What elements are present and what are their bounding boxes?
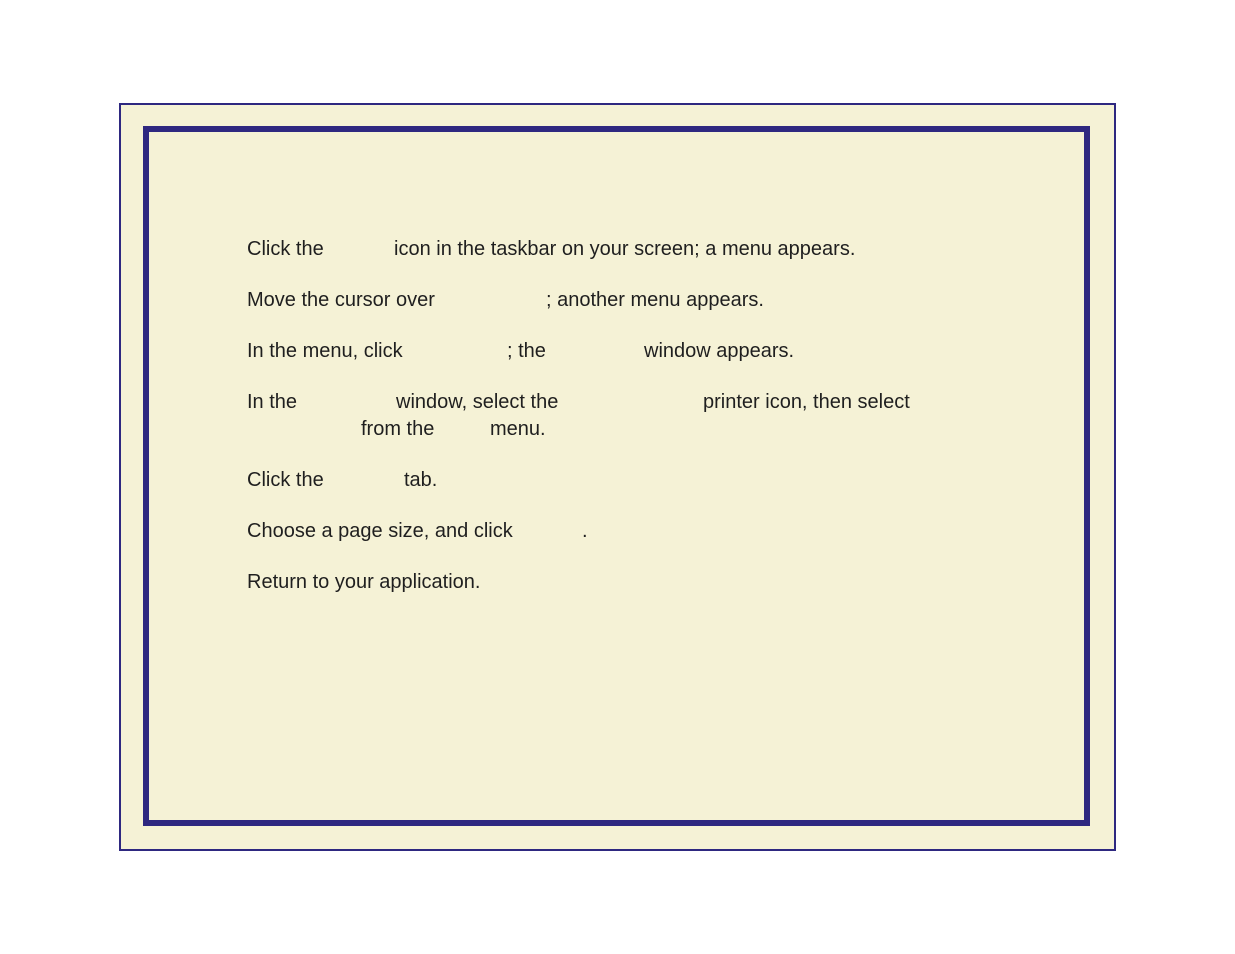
instruction-steps [247, 236, 1007, 620]
step-3-text-end: window appears. [644, 340, 795, 362]
step-1-text-start: Click the [247, 238, 324, 260]
step-4-text-end: printer icon, then select [703, 391, 910, 413]
step-5-text-end: tab. [404, 469, 438, 491]
step-1 [247, 236, 1007, 263]
step-4-text-line2-end: menu. [490, 418, 546, 440]
step-5 [247, 467, 1007, 494]
step-3 [247, 338, 1007, 365]
step-2 [247, 287, 1007, 314]
step-6 [247, 518, 1007, 545]
step-7-text: Return to your application. [247, 571, 481, 593]
step-6-text-start: Choose a page size, and click [247, 520, 513, 542]
step-2-text-end: ; another menu appears. [546, 289, 764, 311]
step-3-text-middle: ; the [507, 340, 546, 362]
step-5-text-start: Click the [247, 469, 324, 491]
step-4-text-middle: window, select the [396, 391, 559, 413]
step-2-text-start: Move the cursor over [247, 289, 435, 311]
step-4 [247, 389, 1007, 443]
step-4-text-start: In the [247, 391, 298, 413]
step-6-text-end: . [582, 520, 588, 542]
step-4-text-line2-start: from the [361, 418, 435, 440]
step-1-text-end: icon in the taskbar on your screen; a menu appears. [394, 238, 856, 260]
step-3-text-start: In the menu, click [247, 340, 403, 362]
step-7 [247, 569, 1007, 596]
